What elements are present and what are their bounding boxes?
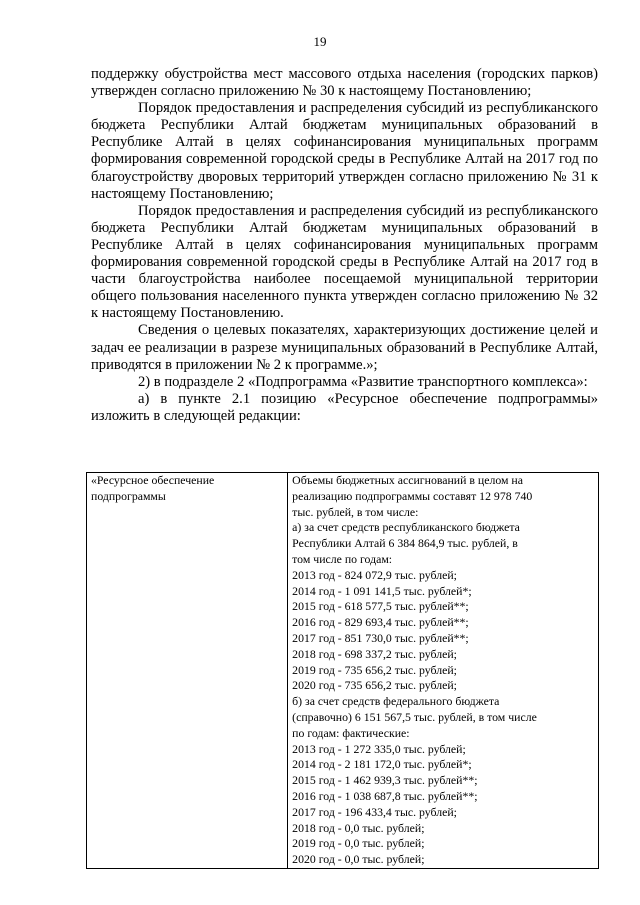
table-cell-label: [87, 473, 288, 869]
cell-line: 2016 год - 829 693,4 тыс. рублей**;: [292, 615, 469, 630]
paragraph: 2) в подразделе 2 «Подпрограмма «Развитие транспортного комплекса»:: [138, 373, 588, 390]
cell-line: 2018 год - 698 337,2 тыс. рублей;: [292, 646, 457, 661]
paragraph: а) в пункте 2.1 позицию «Ресурсное обеспечение подпрограммы» изложить в следующей редакции:: [91, 390, 598, 424]
cell-line: 2017 год - 851 730,0 тыс. рублей**;: [292, 630, 469, 645]
cell-line: 2013 год - 1 272 335,0 тыс. рублей;: [292, 741, 466, 756]
cell-line: Объемы бюджетных ассигнований в целом на: [292, 473, 523, 487]
cell-line: 2019 год - 735 656,2 тыс. рублей;: [292, 662, 457, 677]
cell-line: 2015 год - 1 462 939,3 тыс. рублей**;: [292, 773, 478, 788]
cell-line: 2014 год - 1 091 141,5 тыс. рублей*;: [292, 583, 472, 598]
table-cell-value: [288, 473, 599, 869]
cell-line: том числе по годам:: [292, 551, 393, 566]
cell-line: подпрограммы: [91, 488, 166, 503]
paragraph: Порядок предоставления и распределения субсидий из республиканского бюджета Республики Алтай бюджетам муниципальных образований в Республике Алтай в целях софинансирования муниципальных программ формирования современной городской среды в Республике Алтай на 2017 год по благоустройству дворовых территорий утвержден согласно приложению № 31 к настоящему Постановлению;: [91, 100, 598, 202]
cell-line: а) за счет средств республиканского бюджета: [292, 520, 520, 535]
cell-line: 2019 год - 0,0 тыс. рублей;: [292, 836, 425, 851]
table-row: [87, 473, 599, 869]
paragraph: Сведения о целевых показателях, характеризующих достижение целей и задач ее реализации в разрезе муниципальных образований в Республике Алтай, приводятся в приложении № 2 к программе.»;: [91, 322, 598, 373]
cell-line: 2020 год - 0,0 тыс. рублей;: [292, 852, 425, 867]
cell-line: 2020 год - 735 656,2 тыс. рублей;: [292, 678, 457, 693]
resource-table: [86, 472, 599, 869]
cell-line: 2018 год - 0,0 тыс. рублей;: [292, 820, 425, 835]
cell-line: 2016 год - 1 038 687,8 тыс. рублей**;: [292, 788, 478, 803]
cell-line: Республики Алтай 6 384 864,9 тыс. рублей, в: [292, 536, 518, 551]
document-body: [91, 66, 598, 425]
paragraph: поддержку обустройства мест массового отдыха населения (городских парков) утвержден согласно приложению № 30 к настоящему Постановлению;: [91, 66, 598, 100]
cell-line: реализацию подпрограммы составят 12 978 740: [292, 488, 533, 503]
cell-line: 2013 год - 824 072,9 тыс. рублей;: [292, 567, 457, 582]
cell-line: 2017 год - 196 433,4 тыс. рублей;: [292, 804, 457, 819]
cell-line: 2015 год - 618 577,5 тыс. рублей**;: [292, 599, 469, 614]
cell-line: «Ресурсное обеспечение: [91, 473, 215, 487]
cell-line: б) за счет средств федерального бюджета: [292, 694, 500, 709]
paragraph: Порядок предоставления и распределения субсидий из республиканского бюджета Республики Алтай бюджетам муниципальных образований в Республике Алтай в целях софинансирования муниципальных программ формирования современной городской среды в Республике Алтай на 2017 год в части благоустройства наиболее посещаемой муниципальной территории общего пользования населенного пункта утвержден согласно приложению № 32 к настоящему Постановлению.: [91, 202, 598, 322]
cell-line: 2014 год - 2 181 172,0 тыс. рублей*;: [292, 757, 472, 772]
page-number: 19: [313, 34, 327, 49]
cell-line: по годам: фактические:: [292, 725, 410, 740]
cell-line: тыс. рублей, в том числе:: [292, 504, 419, 519]
cell-line: (справочно) 6 151 567,5 тыс. рублей, в том числе: [292, 709, 537, 724]
